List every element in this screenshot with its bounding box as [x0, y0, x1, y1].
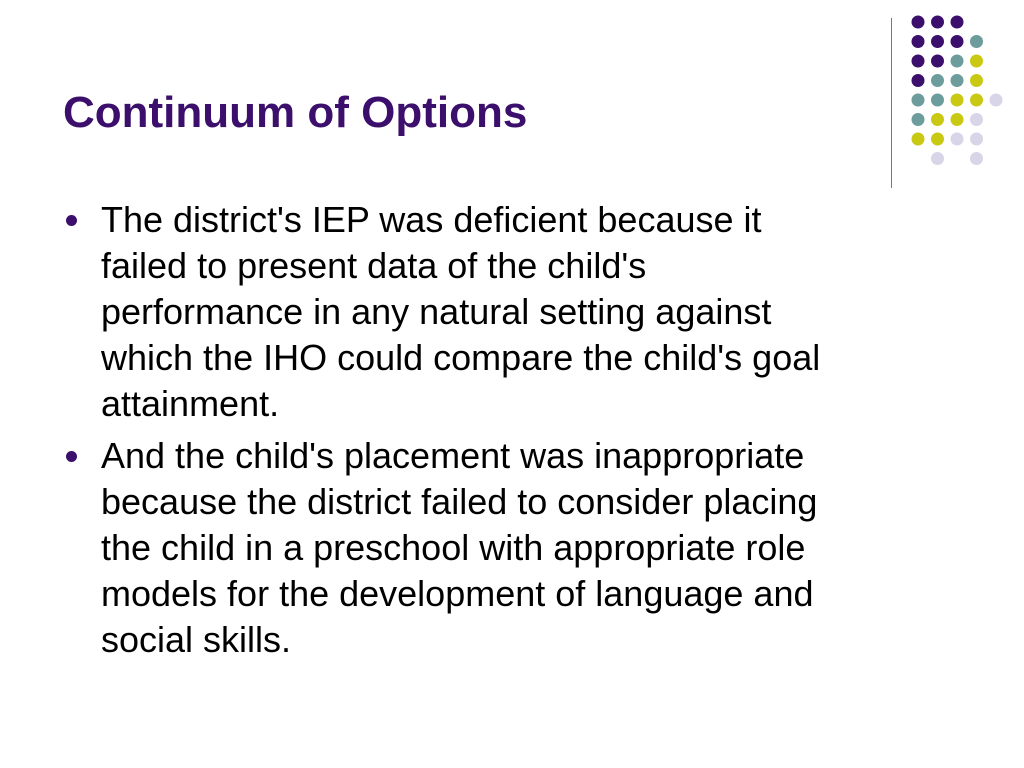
- decorative-dot: [951, 94, 964, 107]
- decorative-dot: [951, 55, 964, 68]
- decorative-dot: [970, 113, 983, 126]
- bullet-line: the child in a preschool with appropriate role: [101, 527, 806, 568]
- decorative-dot: [970, 35, 983, 48]
- bullet-list: [63, 197, 963, 669]
- decorative-dot: [951, 35, 964, 48]
- decorative-dot: [912, 16, 925, 29]
- decorative-dot: [970, 94, 983, 107]
- decorative-dot: [912, 55, 925, 68]
- bullet-line: failed to present data of the child's: [101, 245, 647, 286]
- decorative-dot: [951, 113, 964, 126]
- bullet-line: And the child's placement was inappropriate: [101, 435, 805, 476]
- bullet-line: The district's IEP was deficient because it: [101, 199, 762, 240]
- bullet-line: because the district failed to consider placing: [101, 481, 818, 522]
- decorative-dot: [970, 74, 983, 87]
- bullet-line: performance in any natural setting against: [101, 291, 772, 332]
- decorative-dot: [931, 94, 944, 107]
- decorative-dot: [931, 133, 944, 146]
- decorative-dot: [912, 35, 925, 48]
- decorative-dot: [931, 55, 944, 68]
- decorative-dot: [970, 152, 983, 165]
- decorative-dot: [931, 16, 944, 29]
- decorative-dot: [931, 35, 944, 48]
- decorative-dot: [912, 133, 925, 146]
- bullet-line: social skills.: [101, 619, 292, 660]
- decorative-dot: [931, 152, 944, 165]
- decorative-dot: [970, 133, 983, 146]
- bullet-marker: [66, 215, 77, 226]
- bullet-item: [63, 433, 963, 663]
- decorative-dot: [951, 74, 964, 87]
- decorative-dot: [970, 55, 983, 68]
- bullet-marker: [66, 451, 77, 462]
- bullet-line: which the IHO could compare the child's goal: [101, 337, 821, 378]
- title-divider-line: [891, 18, 892, 188]
- decorative-dot: [990, 94, 1003, 107]
- decorative-dot: [912, 94, 925, 107]
- decorative-dot: [931, 113, 944, 126]
- slide-title: Continuum of Options: [63, 88, 528, 137]
- bullet-item: [63, 197, 963, 427]
- decorative-dot: [912, 74, 925, 87]
- decorative-dot: [912, 113, 925, 126]
- decorative-dot: [951, 16, 964, 29]
- decorative-dot: [951, 133, 964, 146]
- bullet-line: attainment.: [101, 383, 280, 424]
- decorative-dot: [931, 74, 944, 87]
- bullet-line: models for the development of language and: [101, 573, 814, 614]
